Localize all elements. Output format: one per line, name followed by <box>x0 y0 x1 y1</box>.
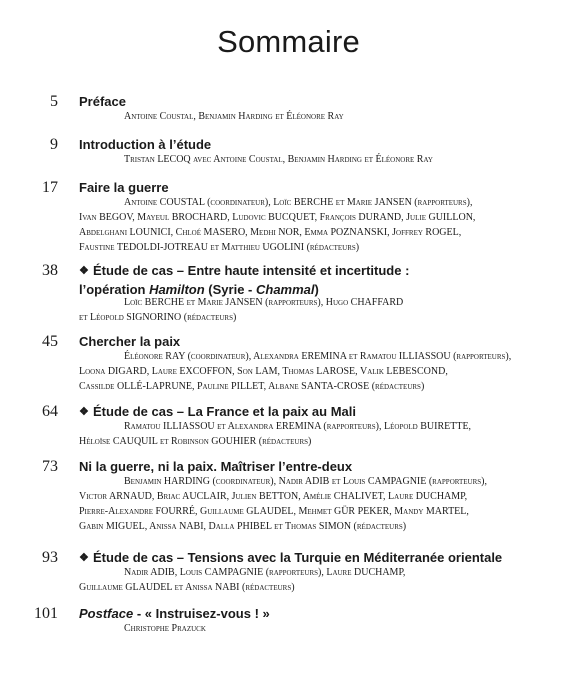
entry-authors <box>124 621 577 636</box>
entry-authors <box>124 109 577 124</box>
diamond-bullet-icon: ❖ <box>79 406 89 418</box>
author-line: Ramatou ILLIASSOU et Alexandra EREMINA (rapporteurs), Léopold BUIRETTE, <box>124 421 472 432</box>
entry-title-line2-mid: (Syrie - <box>204 282 256 297</box>
entry-title-line1: Étude de cas – Entre haute intensité et incertitude : <box>93 263 410 278</box>
author-line: Pierre-Alexandre FOURRÉ, Guillaume GLAUDEL, Mehmet GÜR PEKER, Mandy MARTEL, <box>79 506 469 517</box>
page-number: 45 <box>42 333 58 350</box>
entry-title-text: Étude de cas – La France et la paix au Mali <box>93 404 356 419</box>
author-line: Guillaume GLAUDEL et Anissa NABI (rédacteurs) <box>79 582 295 593</box>
diamond-bullet-icon: ❖ <box>79 552 89 564</box>
page-number: 64 <box>42 403 58 420</box>
entry-title: Chercher la paix <box>79 334 181 349</box>
author-line: Abdelghani LOUNICI, Chloé MASERO, Medhi NOR, Emma POZNANSKI, Joffrey ROGEL, <box>79 227 462 238</box>
entry-title-line2-em1: Hamilton <box>149 282 205 297</box>
author-line: Ivan BEGOV, Mayeul BROCHARD, Ludovic BUCQUET, François DURAND, Julie GUILLON, <box>79 212 476 223</box>
page-number: 5 <box>50 93 58 110</box>
page-number: 101 <box>34 605 58 622</box>
entry-authors <box>124 152 577 167</box>
author-line: Antoine Coustal, Benjamin Harding et Éléonore Ray <box>124 111 344 122</box>
author-line: Victor ARNAUD, Briac AUCLAIR, Julien BETTON, Amélie CHALIVET, Laure DUCHAMP, <box>79 491 468 502</box>
entry-title <box>79 605 549 622</box>
author-line: Éléonore RAY (coordinateur), Alexandra EREMINA et Ramatou ILLIASSOU (rapporteurs), <box>124 351 512 362</box>
author-line: et Léopold SIGNORINO (rédacteurs) <box>79 312 237 323</box>
entry-authors <box>79 474 559 534</box>
page-number: 73 <box>42 458 58 475</box>
diamond-bullet-icon: ❖ <box>79 265 89 277</box>
author-line: Antoine COUSTAL (coordinateur), Loïc BERCHE et Marie JANSEN (rapporteurs), <box>124 197 473 208</box>
author-line: Christophe Prazuck <box>124 623 206 634</box>
entry-title-line2-pre: l’opération <box>79 282 150 297</box>
entry-authors <box>79 195 559 255</box>
entry-title-line2-em2: Chammal <box>255 282 315 297</box>
author-line: Faustine TEDOLDI-JOTREAU et Matthieu UGOLINI (rédacteurs) <box>79 242 360 253</box>
entry-title: Préface <box>79 94 126 109</box>
author-line: Loïc BERCHE et Marie JANSEN (rapporteurs), Hugo CHAFFARD <box>124 297 404 308</box>
entry-title-text: Étude de cas – Tensions avec la Turquie en Méditerranée orientale <box>93 550 503 565</box>
entry-title: Introduction à l’étude <box>79 137 212 152</box>
page-number: 93 <box>42 549 58 566</box>
page-number: 38 <box>42 262 58 279</box>
author-line: Loona DIGARD, Laure EXCOFFON, Son LAM, Thomas LAROSE, Valik LEBESCOND, <box>79 366 448 377</box>
entry-title-rest: - « Instruisez-vous ! » <box>133 606 270 621</box>
entry-authors <box>79 565 559 595</box>
entry-title-line2-post: ) <box>314 282 319 297</box>
page-number: 9 <box>50 136 58 153</box>
entry-authors <box>79 349 559 394</box>
author-line: Nadir ADIB, Louis CAMPAGNIE (rapporteurs), Laure DUCHAMP, <box>124 567 406 578</box>
page-number: 17 <box>42 179 58 196</box>
page-title: Sommaire <box>217 24 360 59</box>
entry-title <box>79 262 549 298</box>
author-line: Benjamin HARDING (coordinateur), Nadir ADIB et Louis CAMPAGNIE (rapporteurs), <box>124 476 487 487</box>
author-line: Tristan LECOQ avec Antoine Coustal, Benjamin Harding et Éléonore Ray <box>124 154 433 165</box>
entry-authors <box>79 295 559 325</box>
author-line: Gabin MIGUEL, Anissa NABI, Dalla PHIBEL et Thomas SIMON (rédacteurs) <box>79 521 407 532</box>
author-line: Héloïse CAUQUIL et Robinson GOUHIER (rédacteurs) <box>79 436 312 447</box>
entry-title-em: Postface <box>79 606 134 621</box>
author-line: Cassilde OLLÉ-LAPRUNE, Pauline PILLET, Albane SANTA-CROSE (rédacteurs) <box>79 381 425 392</box>
entry-title: Faire la guerre <box>79 180 169 195</box>
entry-authors <box>79 419 559 449</box>
entry-title: Ni la guerre, ni la paix. Maîtriser l’entre-deux <box>79 459 353 474</box>
